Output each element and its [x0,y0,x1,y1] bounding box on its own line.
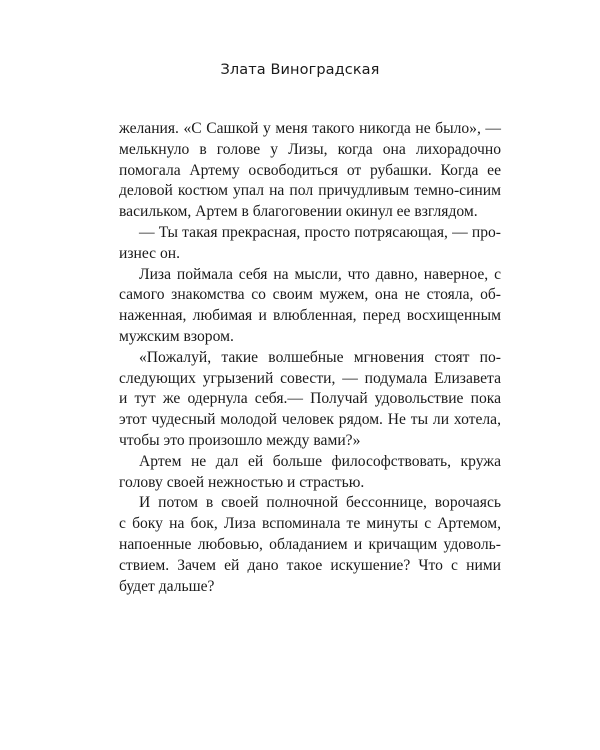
text-line: наженная, любимая и влюбленная, перед восхищенным [119,307,501,325]
paragraph [119,265,501,348]
text-line: изнес он. [119,244,181,262]
text-line: самого знакомства со своим мужем, она не стояла, об- [119,286,501,304]
text-line: будет дальше? [119,577,215,595]
text-line: следующих угрызений совести, — подумала Елизавета [119,369,501,387]
text-line: помогала Артему освободиться от рубашки. Когда ее [119,161,501,179]
text-line: напоенные любовью, обладанием и кричащим удоволь- [119,535,501,553]
paragraph [119,119,501,223]
text-line: васильком, Артем в благоговении окинул ее взглядом. [119,203,478,221]
text-line: мужским взором. [119,327,234,345]
text-line: с боку на бок, Лиза вспоминала те минуты с Артемом, [119,515,501,533]
text-line: «Пожалуй, такие волшебные мгновения стоят по- [139,348,501,366]
text-line: и тут же одернула себя.— Получай удовольствие пока [119,390,501,408]
paragraph [119,493,501,597]
body-text [119,119,501,597]
text-line: этот чудесный молодой человек рядом. Не ты ли хотела, [119,411,501,429]
text-line: ствием. Зачем ей дано такое искушение? Что с ними [119,556,501,574]
text-line: И потом в своей полночной бессоннице, ворочаясь [139,494,501,512]
text-line: мелькнуло в голове у Лизы, когда она лихорадочно [119,140,501,158]
paragraph [119,348,501,452]
text-line: Лиза поймала себя на мысли, что давно, наверное, с [139,265,501,283]
text-line: Артем не дал ей больше философствовать, кружа [139,452,501,470]
paragraph [119,452,501,494]
text-line: деловой костюм упал на пол причудливым темно-синим [119,182,501,200]
text-line: — Ты такая прекрасная, просто потрясающая, — про- [139,223,501,241]
text-line: чтобы это произошло между вами?» [119,431,361,449]
running-header-author: Злата Виноградская [220,62,380,78]
paragraph [119,223,501,265]
text-line: желания. «С Сашкой у меня такого никогда не было», — [119,120,501,137]
text-line: голову своей нежностью и страстью. [119,473,365,491]
